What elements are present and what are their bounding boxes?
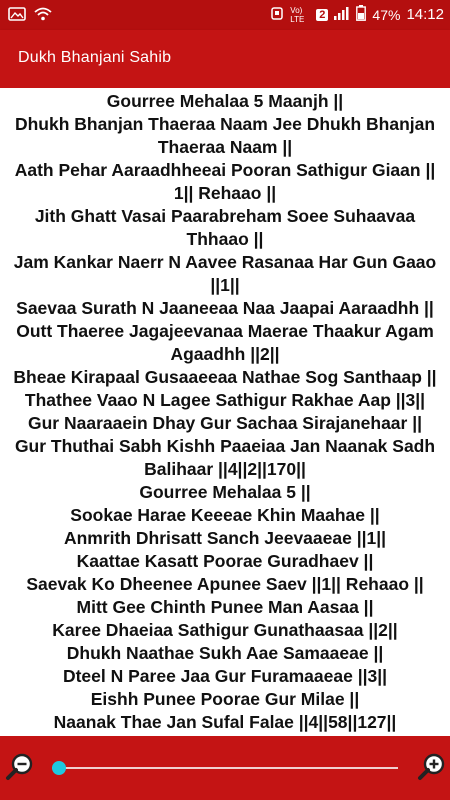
scripture-lines (0, 88, 450, 734)
scripture-line: Saevaa Surath N Jaaneeaa Naa Jaapai Aaraadhh || (16, 298, 434, 318)
scripture-line: Aath Pehar Aaraadhheeai Pooran Sathigur Giaan || (14, 160, 436, 180)
scripture-line: Kaattae Kasatt Poorae Guradhaev || (76, 551, 374, 571)
app-bar (0, 30, 450, 88)
zoom-slider-thumb[interactable] (52, 761, 66, 775)
scripture-line: Bheae Kirapaal Gusaaeeaa Nathae Sog Santhaap || (13, 367, 437, 387)
status-bar (0, 0, 450, 30)
zoom-slider-track[interactable] (52, 767, 398, 769)
scripture-line: Naanak Thae Jan Sufal Falae ||4||58||127|| (53, 712, 397, 732)
scripture-line: Sookae Harae Keeeae Khin Maahae || (70, 505, 380, 525)
zoom-out-icon (5, 752, 35, 782)
zoom-out-button[interactable] (5, 752, 35, 782)
status-right-icons (270, 5, 444, 24)
sim-badge: 2 (316, 9, 328, 21)
battery-percent: 47% (372, 6, 401, 23)
scripture-line: Thhaao || (186, 229, 264, 249)
status-left-icons (8, 6, 52, 27)
scripture-line: Agaadhh ||2|| (170, 344, 280, 364)
volte-label: Vo) LTE (290, 5, 305, 24)
clock: 14:12 (406, 6, 444, 23)
scripture-line: Jith Ghatt Vasai Paarabreham Soee Suhaavaa (34, 206, 416, 226)
zoom-bar (0, 736, 450, 800)
scripture-line: Dteel N Paree Jaa Gur Furamaaeae ||3|| (62, 666, 388, 686)
scripture-line: 1|| Rehaao || (173, 183, 277, 203)
scripture-content[interactable] (0, 88, 450, 736)
signal-icon (334, 6, 350, 23)
scripture-line: Dhukh Naathae Sukh Aae Samaaeae || (66, 643, 384, 663)
scripture-line: Gur Naaraaein Dhay Gur Sachaa Sirajanehaar || (28, 413, 422, 433)
scripture-line: Dhukh Bhanjan Thaeraa Naam Jee Dhukh Bhanjan (14, 114, 436, 134)
scripture-line: Karee Dhaeiaa Sathigur Gunathaasaa ||2|| (52, 620, 398, 640)
zoom-in-icon (417, 752, 447, 782)
scripture-line: Outt Thaeree Jagajeevanaa Maerae Thaakur Agam (16, 321, 434, 341)
page-title: Dukh Bhanjani Sahib (18, 49, 172, 66)
battery-icon (356, 5, 366, 24)
scripture-line: Saevak Ko Dheenee Apunee Saev ||1|| Rehaao || (26, 574, 424, 594)
scripture-line: Mitt Gee Chinth Punee Man Aasaa || (76, 597, 374, 617)
scripture-line: ||1|| (210, 275, 240, 295)
wifi-icon (34, 6, 52, 27)
alarm-icon (270, 5, 284, 24)
scripture-line: Eishh Punee Poorae Gur Milae || (90, 689, 360, 709)
scripture-line: Thaeraa Naam || (157, 137, 293, 157)
scripture-line: Jam Kankar Naerr N Aavee Rasanaa Har Gun Gaao (13, 252, 437, 272)
scripture-line: Balihaar ||4||2||170|| (144, 459, 306, 479)
scripture-line: Gourree Mehalaa 5 || (139, 482, 311, 502)
scripture-line: Gur Thuthai Sabh Kishh Paaeiaa Jan Naanak Sadh (14, 436, 436, 456)
gallery-icon (8, 6, 26, 27)
scripture-line: Thathee Vaao N Lagee Sathigur Rakhae Aap ||3|| (24, 390, 426, 410)
scripture-line: Gourree Mehalaa 5 Maanjh || (106, 91, 344, 111)
zoom-in-button[interactable] (417, 752, 447, 782)
scripture-line: Anmrith Dhrisatt Sanch Jeevaaeae ||1|| (63, 528, 387, 548)
